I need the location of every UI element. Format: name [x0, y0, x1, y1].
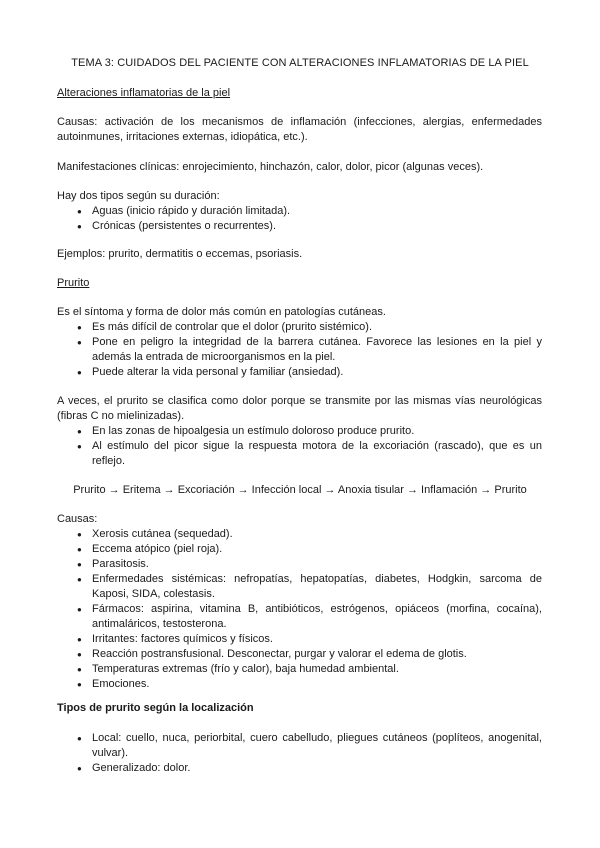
prurito-causes-label: Causas: — [57, 513, 98, 525]
prurito-causes-list — [57, 527, 542, 692]
localization-list — [57, 731, 542, 776]
prurito-pain-paragraph: A veces, el prurito se clasifica como dolor porque se transmite por las mismas vías neurológicas (fibras C no mielinizadas). — [57, 395, 542, 422]
types-intro: Hay dos tipos según su duración: — [57, 190, 220, 202]
list-item: ● Generalizado: dolor. — [57, 761, 542, 776]
list-item: ● Fármacos: aspirina, vitamina B, antibióticos, estrógenos, opiáceos (morfina, cocaína), antimaláricos, testosterona. — [57, 602, 542, 632]
list-item: ● En las zonas de hipoalgesia un estímulo doloroso produce prurito. — [57, 424, 542, 439]
causes-paragraph: Causas: activación de los mecanismos de inflamación (infecciones, alergias, enfermedades autoinmunes, irritaciones externas, idiopática, etc.). — [57, 116, 542, 143]
list-item: ● Pone en peligro la integridad de la barrera cutánea. Favorece las lesiones en la piel y además la entrada de microorganismos en la piel. — [57, 335, 542, 365]
prurito-intro: Es el síntoma y forma de dolor más común en patologías cutáneas. — [57, 306, 386, 318]
list-item: ● Aguas (inicio rápido y duración limitada). — [57, 204, 542, 219]
list-item: ● Temperaturas extremas (frío y calor), baja humedad ambiental. — [57, 662, 542, 677]
examples-paragraph: Ejemplos: prurito, dermatitis o eccemas, psoriasis. — [57, 248, 303, 260]
list-item: ● Enfermedades sistémicas: nefropatías, hepatopatías, diabetes, Hodgkin, sarcoma de Kaposi, SIDA, colestasis. — [57, 572, 542, 602]
list-item: ● Puede alterar la vida personal y familiar (ansiedad). — [57, 365, 542, 380]
list-item: ● Irritantes: factores químicos y físicos. — [57, 632, 542, 647]
list-item: ● Xerosis cutánea (sequedad). — [57, 527, 542, 542]
list-item: ● Crónicas (persistentes o recurrentes). — [57, 219, 542, 234]
prurito-cycle: Prurito → Eritema → Excoriación → Infección local → Anoxia tisular → Inflamación → Prurito — [73, 484, 527, 496]
list-item: ● Local: cuello, nuca, periorbital, cuero cabelludo, pliegues cutáneos (poplíteos, anogenital, vulvar). — [57, 731, 542, 761]
types-list — [57, 204, 542, 234]
prurito-points-list — [57, 320, 542, 380]
list-item: ● Emociones. — [57, 677, 542, 692]
list-item: ● Al estímulo del picor sigue la respuesta motora de la excoriación (rascado), que es un reflejo. — [57, 439, 542, 469]
list-item: ● Parasitosis. — [57, 557, 542, 572]
prurito-points2-list — [57, 424, 542, 469]
list-item: ● Eccema atópico (piel roja). — [57, 542, 542, 557]
section-heading-localization: Tipos de prurito según la localización — [57, 702, 254, 714]
list-item: ● Reacción postransfusional. Desconectar, purgar y valorar el edema de glotis. — [57, 647, 542, 662]
section-heading-inflammatory: Alteraciones inflamatorias de la piel — [57, 87, 231, 99]
list-item: ● Es más difícil de controlar que el dolor (prurito sistémico). — [57, 320, 542, 335]
document-title: TEMA 3: CUIDADOS DEL PACIENTE CON ALTERACIONES INFLAMATORIAS DE LA PIEL — [71, 57, 529, 69]
manifestations-paragraph: Manifestaciones clínicas: enrojecimiento, hinchazón, calor, dolor, picor (algunas veces). — [57, 161, 484, 173]
section-heading-prurito: Prurito — [57, 277, 90, 289]
